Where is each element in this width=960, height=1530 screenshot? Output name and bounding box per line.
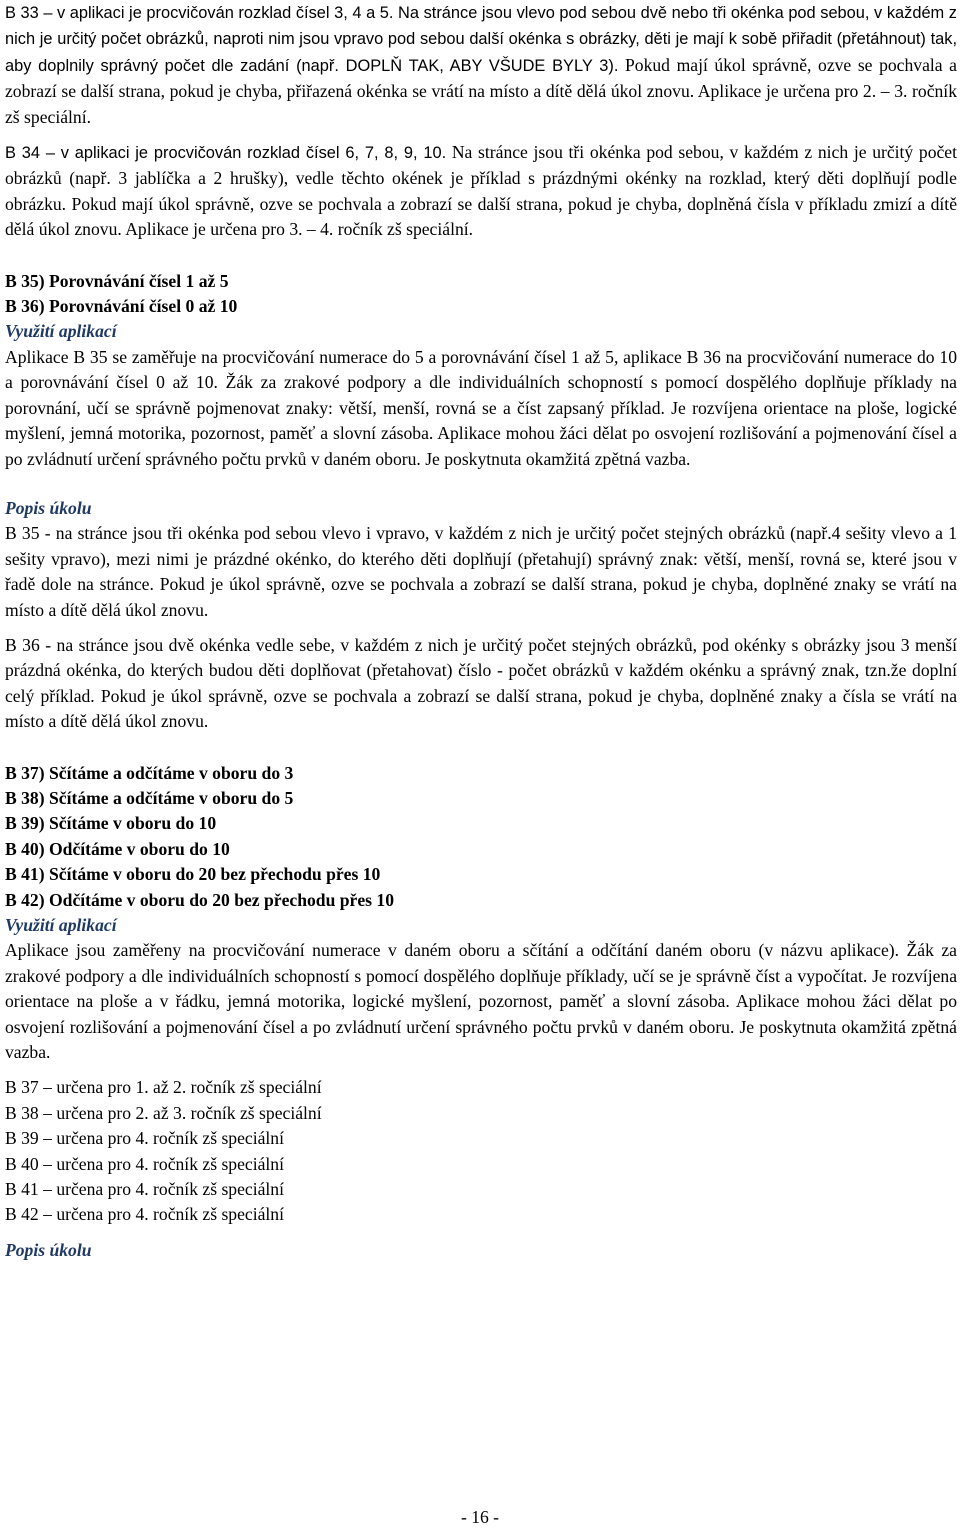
section-title-b42: B 42) Odčítáme v oboru do 20 bez přechodu přes 10 — [5, 889, 395, 910]
b34-sans-text: B 34 – v aplikaci je procvičován rozklad čísel 6, 7, 8, 9, 10. — [5, 144, 447, 163]
usage-paragraph: Aplikace B 35 se zaměřuje na procvičování numerace do 5 a porovnávání čísel 1 až 5, aplikace B 36 na procvičování numerace do 10 a porovnávání čísel 0 až 10. Žák za zrakové podpory a dle individuálních schopností s pomocí dospělého doplňuje příklady na porovnání, učí se správně pojmenovat znaky: větší, menší, rovná se a číst zapsaný příklad. Je rozvíjena orientace na ploše, logické myšlení, jemná motorika, pozornost, paměť a slovní zásoba. Aplikace mohou žáci dělat po osvojení rozlišování a pojmenování čísel a po zvládnutí určení správného počtu prvků v daném oboru. Je poskytnuta okamžitá zpětná vazba. — [5, 346, 957, 469]
task-heading: Popis úkolu — [5, 497, 92, 518]
grade-line-b40: B 40 – určena pro 4. ročník zš speciální — [5, 1153, 284, 1174]
usage-heading: Využití aplikací — [5, 321, 117, 342]
b33-paragraph — [5, 0, 957, 130]
document-page — [5, 0, 957, 1263]
section-title-b41: B 41) Sčítáme v oboru do 20 bez přechodu přes 10 — [5, 864, 381, 885]
task-b35-paragraph: B 35 - na stránce jsou tři okénka pod sebou vlevo i vpravo, v každém z nich je určitý počet stejných obrázků (např.4 sešity vlevo a 1 sešity vpravo), mezi nimi je prázdné okénko, do kterého děti doplňují (přetahují) správný znak: větší, menší, rovná se, které jsou v řadě dole na stránce. Pokud je úkol správně, ozve se pochvala a zobrazí se další strana, pokud je chyba, doplněné znaky se vrátí na místo a dítě dělá úkol znovu. — [5, 523, 957, 620]
b34-paragraph — [5, 140, 957, 243]
b34-serif-text: Na stránce jsou tři okénka pod sebou, v každém z nich je určitý počet obrázků (např. 3 jablíčka a 2 hrušky), vedle těchto okének je příklad s prázdnými okénky na rozklad, který děti doplňují podle obrázku. Pokud mají úkol správně, ozve se pochvala a zobrazí se další strana, pokud je chyba, doplněná čísla v příkladu zmizí a dítě dělá úkol znovu. Aplikace je určena pro 3. – 4. ročník zš speciální. — [5, 142, 958, 240]
task-heading: Popis úkolu — [5, 1239, 92, 1260]
grade-line-b38: B 38 – určena pro 2. až 3. ročník zš speciální — [5, 1102, 322, 1123]
page-number: - 16 - — [460, 1507, 500, 1527]
b33-serif-text: Pokud mají úkol správně, ozve se pochvala a zobrazí se další strana, pokud je chyba, přiřazená okénka se vrátí na místo a dítě dělá úkol znovu. Aplikace je určena pro 2. – 3. ročník zš speciální. — [5, 54, 957, 127]
section-title-b39: B 39) Sčítáme v oboru do 10 — [5, 813, 217, 834]
section-title-b38: B 38) Sčítáme a odčítáme v oboru do 5 — [5, 787, 294, 808]
usage-heading: Využití aplikací — [5, 915, 117, 935]
section-title-b36: B 36) Porovnávání čísel 0 až 10 — [5, 296, 238, 317]
grade-line-b42: B 42 – určena pro 4. ročník zš speciální — [5, 1204, 284, 1225]
section-title-b40: B 40) Odčítáme v oboru do 10 — [5, 838, 230, 859]
section-title-b37: B 37) Sčítáme a odčítáme v oboru do 3 — [5, 762, 294, 783]
task-b36-paragraph: B 36 - na stránce jsou dvě okénka vedle sebe, v každém z nich je určitý počet stejných obrázků, pod okénky s obrázky jsou 3 menší prázdná okénka, do kterých budou děti doplňovat (přetahovat) číslo - počet obrázků v každém okénku a správný znak, tzn.že doplní celý příklad. Pokud je úkol správně, ozve se pochvala a zobrazí se další strana, pokud je chyba, doplněné znaky a čísla se vrátí na místo a dítě dělá úkol znovu. — [5, 634, 957, 732]
section-title-b35: B 35) Porovnávání čísel 1 až 5 — [5, 270, 229, 291]
b33-sans-text: B 33 – v aplikaci je procvičován rozklad čísel 3, 4 a 5. Na stránce jsou vlevo pod sebou dvě nebo tři okénka pod sebou, v každém z nich je určitý počet obrázků, naproti nim jsou vpravo pod sebou další okénka s obrázky, děti je mají k sobě přiřadit (přetáhnout) tak, aby doplnily správný počet dle zadání (např. DOPLŇ TAK, ABY VŠUDE BYLY 3). — [5, 4, 957, 75]
section-b37-b42 — [5, 761, 957, 1264]
section-b35-b36 — [5, 269, 957, 735]
usage-paragraph: Aplikace jsou zaměřeny na procvičování numerace v daném oboru a sčítání a odčítání daném oboru (v názvu aplikace). Žák za zrakové podpory a dle individuálních schopností s pomocí dospělého doplňuje příklady, učí se je správně číst a vypočítat. Je rozvíjena orientace na ploše a v řádku, jemná motorika, logické myšlení, pozornost, paměť a slovní zásoba. Aplikace mohou žáci dělat po osvojení rozlišování a pojmenování čísel a po zvládnutí určení správného počtu prvků v daném oboru. Je poskytnuta okamžitá zpětná vazba. — [5, 940, 957, 1063]
grade-line-b37: B 37 – určena pro 1. až 2. ročník zš speciální — [5, 1077, 322, 1098]
grade-line-b41: B 41 – určena pro 4. ročník zš speciální — [5, 1179, 284, 1200]
grade-line-b39: B 39 – určena pro 4. ročník zš speciální — [5, 1128, 284, 1149]
